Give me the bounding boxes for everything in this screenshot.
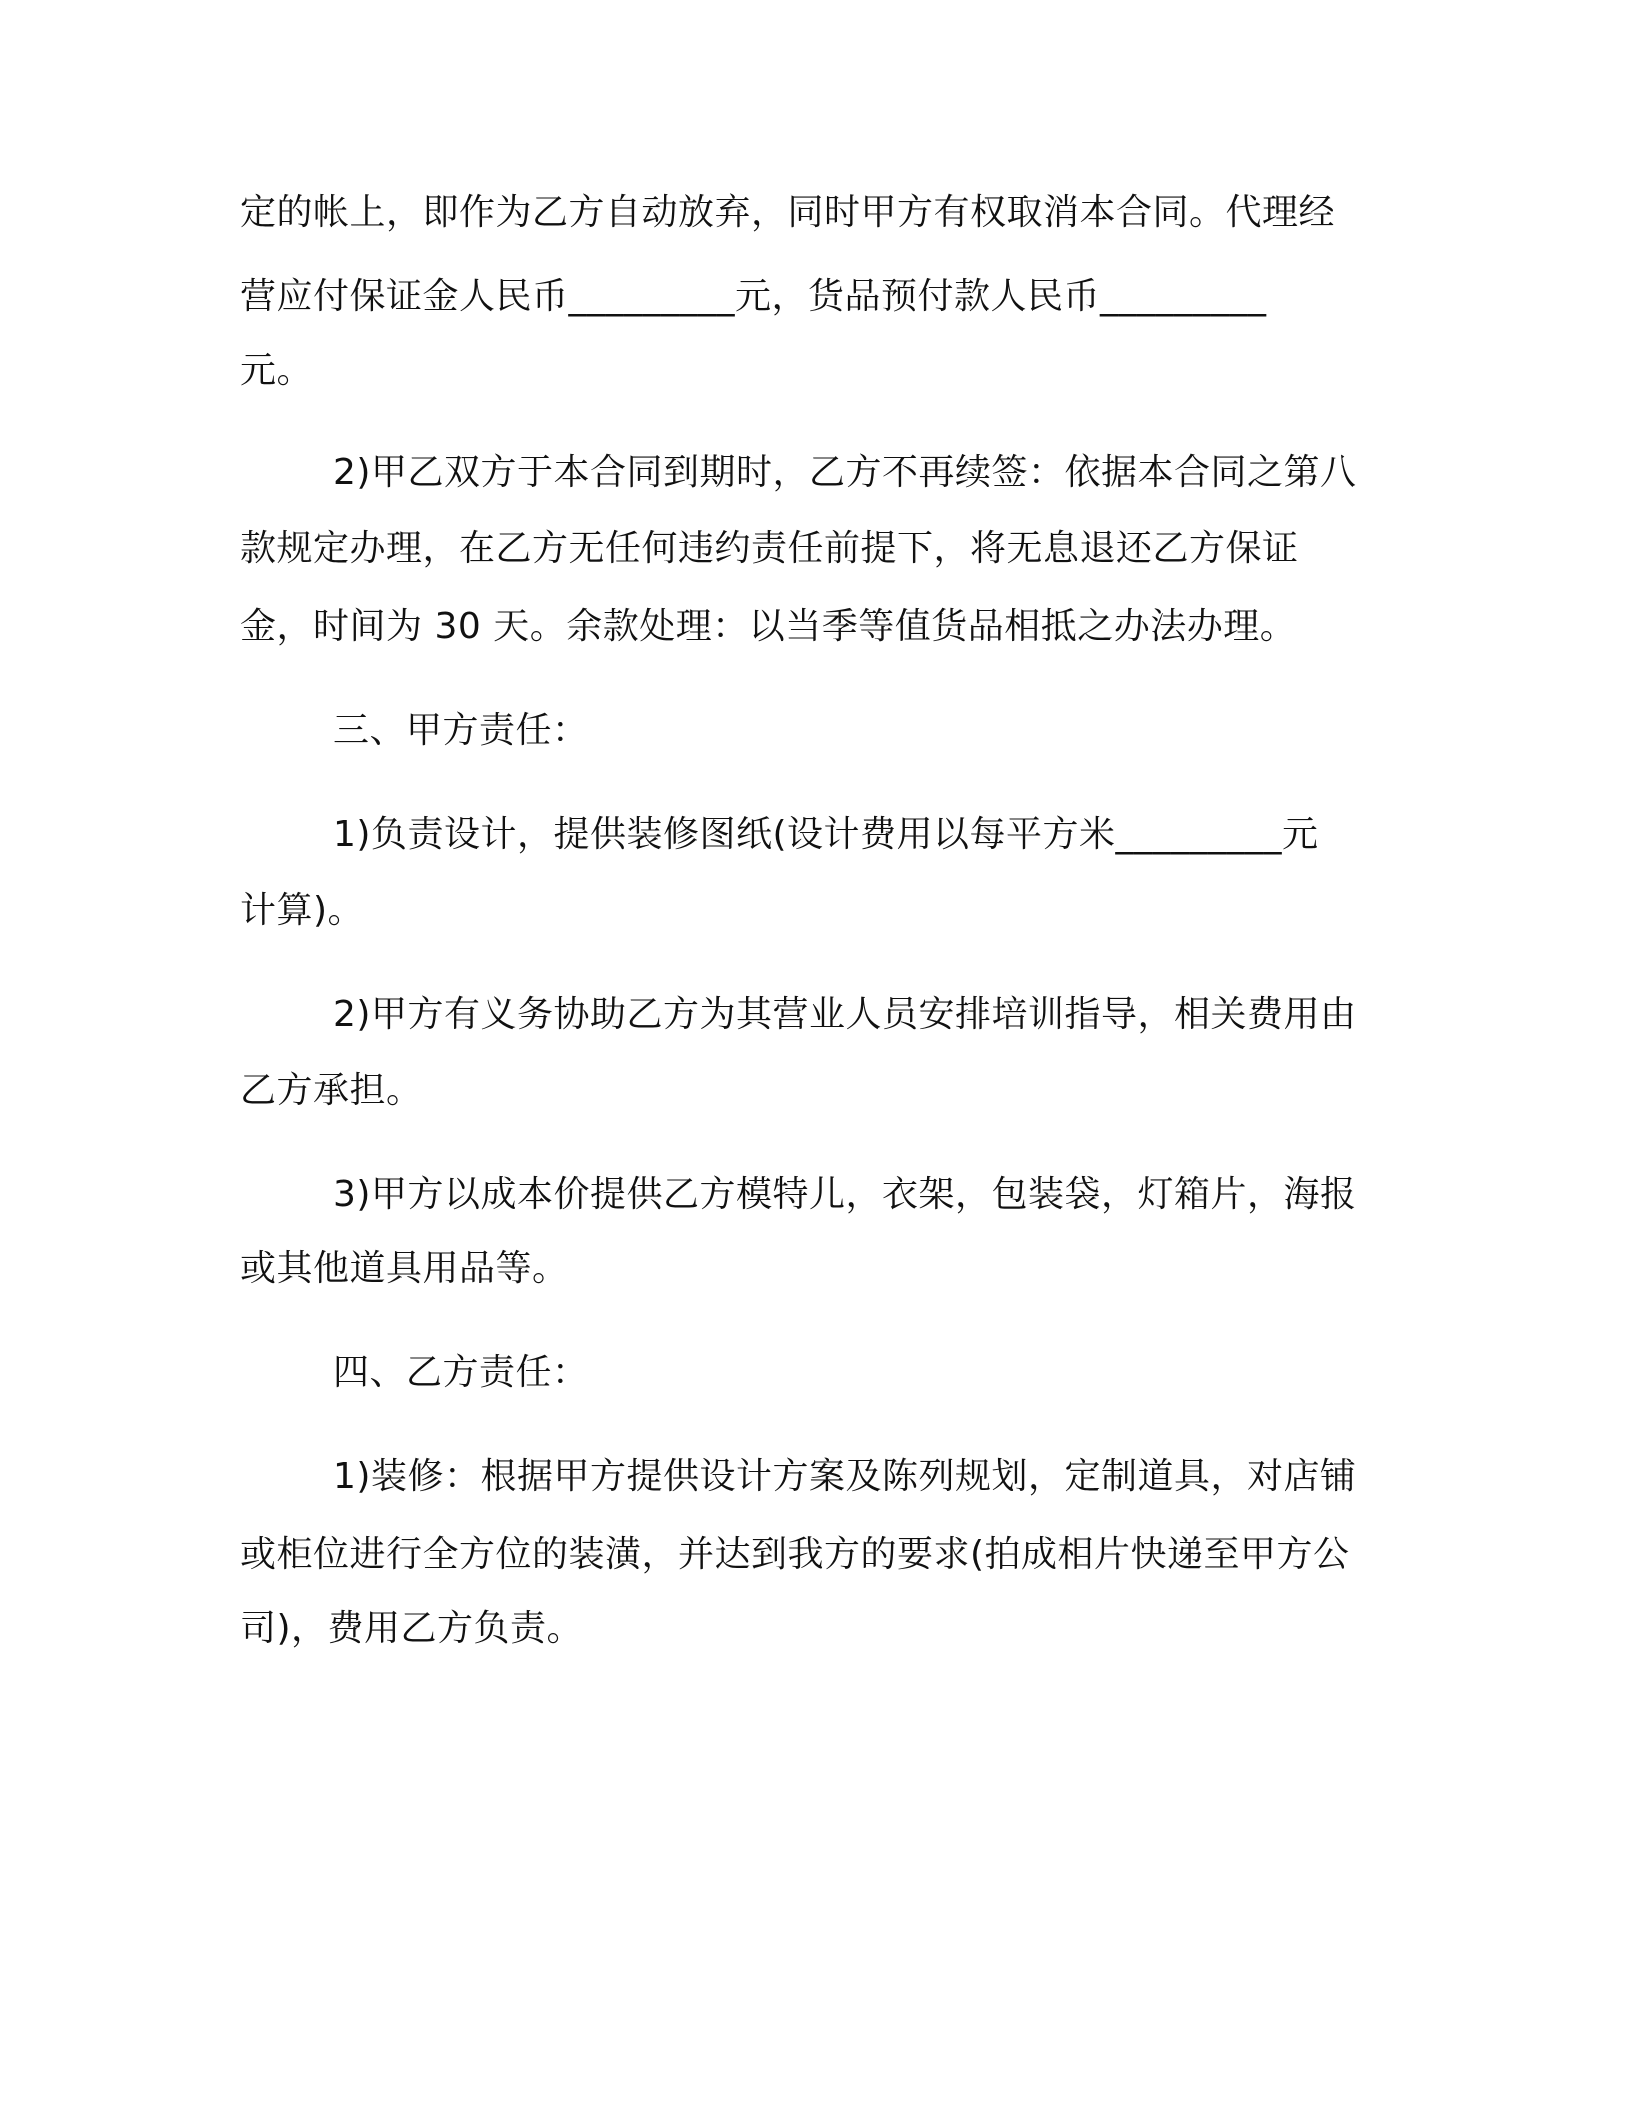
section-heading: 三、甲方责任：: [333, 710, 589, 751]
text-line: 营应付保证金人民币_________元，货品预付款人民币_________: [240, 276, 1267, 317]
section-heading: 四、乙方责任：: [333, 1352, 589, 1393]
text-line: 3)甲方以成本价提供乙方模特儿，衣架，包装袋，灯箱片，海报: [333, 1174, 1357, 1215]
text-line: 定的帐上，即作为乙方自动放弃，同时甲方有权取消本合同。代理经: [240, 192, 1336, 233]
text-line: 乙方承担。: [240, 1070, 423, 1111]
text-line: 或其他道具用品等。: [240, 1248, 569, 1289]
text-line: 金，时间为 30 天。余款处理：以当季等值货品相抵之办法办理。: [240, 606, 1297, 647]
text-line: 2)甲乙双方于本合同到期时，乙方不再续签：依据本合同之第八: [333, 452, 1357, 493]
text-line: 计算)。: [240, 890, 365, 931]
text-line: 司)，费用乙方负责。: [240, 1608, 584, 1649]
text-line: 2)甲方有义务协助乙方为其营业人员安排培训指导，相关费用由: [333, 994, 1357, 1035]
text-line: 款规定办理，在乙方无任何违约责任前提下，将无息退还乙方保证: [240, 528, 1299, 569]
text-line: 1)装修：根据甲方提供设计方案及陈列规划，定制道具，对店铺: [333, 1456, 1357, 1497]
text-line: 元。: [240, 350, 314, 391]
text-line: 或柜位进行全方位的装潢，并达到我方的要求(拍成相片快递至甲方公: [240, 1534, 1350, 1575]
text-line: 1)负责设计，提供装修图纸(设计费用以每平方米_________元: [333, 814, 1319, 855]
